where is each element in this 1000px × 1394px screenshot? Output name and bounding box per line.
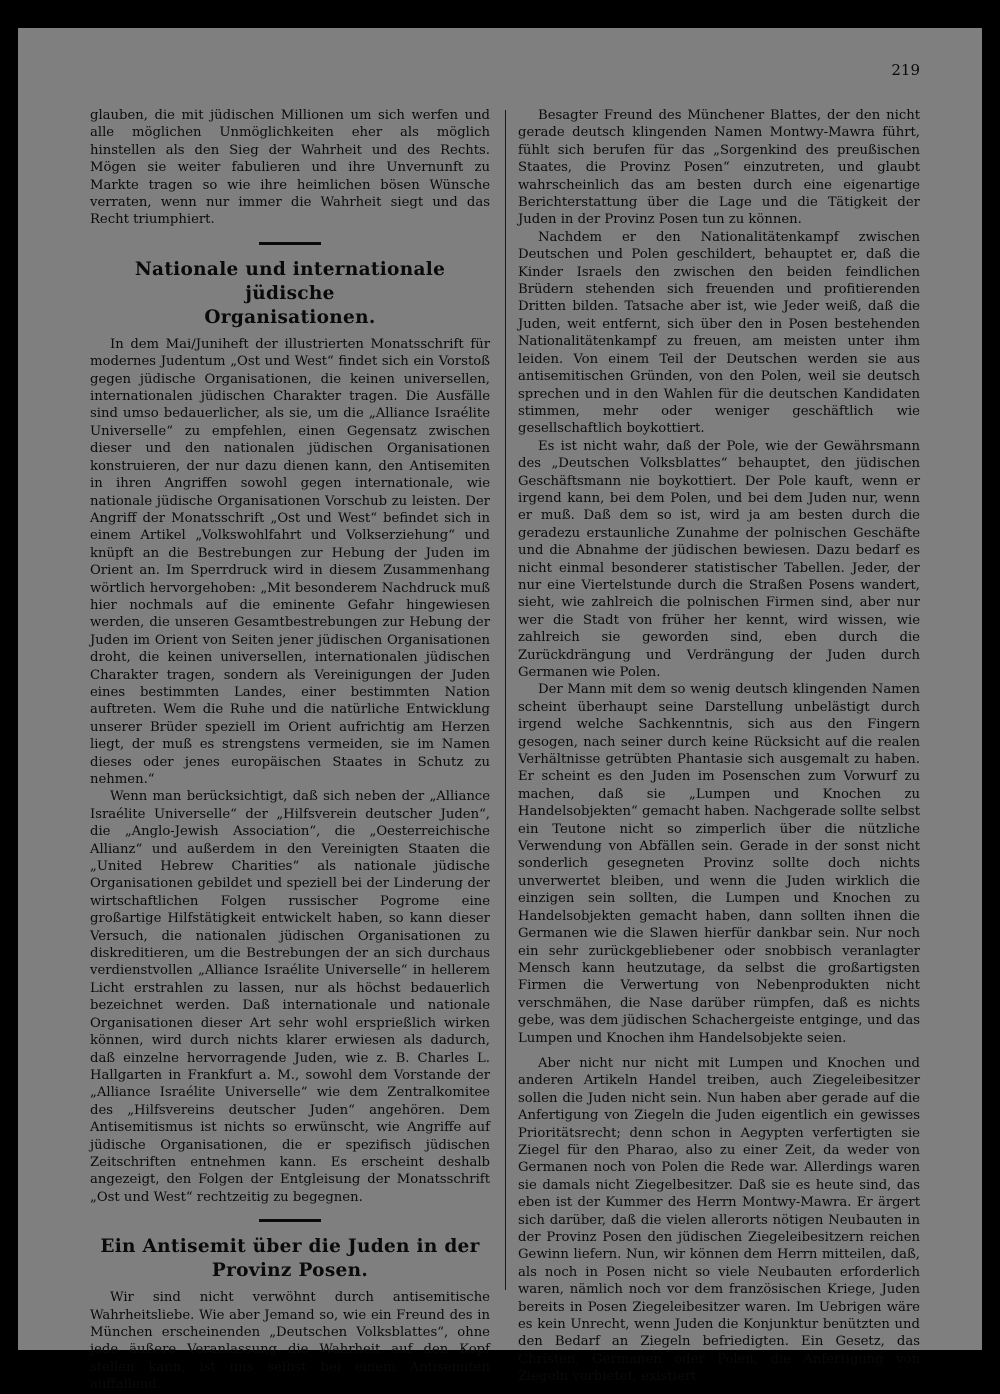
column-divider — [505, 110, 506, 1290]
left-paragraph-1: glauben, die mit jüdischen Millionen um sich werfen und alle möglichen Unmöglichkeiten eher als möglich hinstellen als den Sieg der Wahrheit und des Rechts. Mögen sie weiter fabulieren und ihre Unvernunft zu Markte tragen so wie ihre heimlichen bösen Wünsche verraten, wenn nur immer die Wahrheit siegt und das Recht triumphiert. — [90, 108, 490, 228]
section-divider — [259, 1219, 321, 1222]
right-paragraph-4: Der Mann mit dem so wenig deutsch klingenden Namen scheint überhaupt seine Darstellung unbelästigt durch irgend welche Sachkenntnis, sich aus den Fingern gesogen, nach seiner durch keine Rücksicht auf die realen Verhältnisse getrübten Phantasie sich ausgemalt zu haben. Er scheint es den Juden im Posenschen zum Vorwurf zu machen, daß sie „Lumpen und Knochen zu Handelsobjekten“ gemacht haben. Nachgerade sollte selbst ein Teutone nicht so zimperlich über die nützliche Verwendung von Abfällen sein. Gerade in der sonst nicht sonderlich gesegneten Provinz sollte doch nichts unverwertet bleiben, und wenn die Juden wirklich die einzigen sein sollten, die Lumpen und Knochen zu Handelsobjekten gemacht haben, dann sollten ihnen die Germanen wie die Slawen hierfür dankbar sein. Nur noch ein sehr zurückgebliebener oder snobbisch veranlagter Mensch kann heutzutage, da selbst die großartigsten Firmen die Verwertung von Nebenprodukten nicht verschmähen, die Nase darüber rümpfen, daß es nichts gebe, was dem jüdischen Schachergeiste entginge, und das Lumpen und Knochen ihm Handelsobjekte seien. — [518, 682, 920, 1046]
section-divider — [259, 242, 321, 245]
right-paragraph-1: Besagter Freund des Münchener Blattes, der den nicht gerade deutsch klingenden Namen Montwy-Mawra führt, fühlt sich berufen für das „Sorgenkind des preußischen Staates, die Provinz Posen“ einzutreten, und glaubt wahrscheinlich das am besten durch eine eigenartige Berichterstattung über die Lage und die Tätigkeit der Juden in der Provinz Posen tun zu können. — [518, 108, 920, 228]
heading-line: Ein Antisemit über die Juden in der — [100, 1236, 480, 1258]
right-paragraph-2: Nachdem er den Nationalitätenkampf zwischen Deutschen und Polen geschildert, behauptet er, daß die Kinder Israels den zwischen den beiden feindlichen Brüdern stehenden sich freuenden und profitierenden Dritten bilden. Tatsache aber ist, wie Jeder weiß, daß die Juden, weit entfernt, sich über den in Posen bestehenden Nationalitätenkampf zu freuen, am meisten unter ihm leiden. Von einem Teil der Deutschen werden sie aus antisemitischen Gründen, von den Polen, weil sie deutsch sprechen und in den Wahlen für die deutschen Kandidaten stimmen, mehr oder weniger geschäftlich wie gesellschaftlich boykottiert. — [518, 229, 920, 437]
left-paragraph-2: In dem Mai/Juniheft der illustrierten Monatsschrift für modernes Judentum „Ost und West“ findet sich ein Vorstoß gegen jüdische Organisationen, die keinen universellen, internationalen jüdischen Charakter tragen. Die Ausfälle sind umso bedauerlicher, als sie, um die „Alliance Israélite Universelle“ zu empfehlen, einen Gegensatz zwischen dieser und den nationalen jüdischen Organisationen konstruieren, der nur dazu dienen kann, den Antisemiten in ihren Angriffen sowohl gegen internationale, wie nationale jüdische Organisationen Vorschub zu leisten. Der Angriff der Monatsschrift „Ost und West“ befindet sich in einem Artikel „Volkswohlfahrt und Volkserziehung“ und knüpft an die Bestrebungen zur Hebung der Juden im Orient an. Im Sperrdruck wird in diesem Zusammenhang wörtlich hervorgehoben: „Mit besonderem Nachdruck muß hier nochmals auf die eminente Gefahr hingewiesen werden, die unseren Gesamtbestrebungen zur Hebung der Juden im Orient von Seiten jener jüdischen Organisationen droht, die keinen universellen, internationalen jüdischen Charakter tragen, sondern als Vereinigungen der Juden eines bestimmten Landes, einer bestimmten Nation auftreten. Wem die Ruhe und die natürliche Entwicklung unserer Brüder speziell im Orient aufrichtig am Herzen liegt, der muß es strengstens vermeiden, sie im Namen dieses oder jenes europäischen Staates in Schutz zu nehmen.“ — [90, 336, 490, 787]
heading-line: Organisationen. — [204, 306, 376, 328]
heading-line: Nationale und internationale jüdische — [134, 258, 446, 304]
article-heading-posen — [90, 1235, 490, 1283]
heading-line: Provinz Posen. — [211, 1260, 369, 1282]
newspaper-page — [18, 28, 982, 1393]
left-paragraph-3: Wenn man berücksichtigt, daß sich neben der „Alliance Israélite Universelle“ der „Hilfsverein deutscher Juden“, die „Anglo-Jewish Association“, die „Oesterreichische Allianz“ und außerdem in den Vereinigten Staaten die „United Hebrew Charities“ als nationale jüdische Organisationen gebildet und speziell bei der Linderung der wirtschaftlichen Folgen russischer Pogrome eine großartige Hilfstätigkeit entwickelt haben, so kann dieser Versuch, die nationalen jüdischen Organisationen zu diskreditieren, um die Bestrebungen der an sich durchaus verdienstvollen „Alliance Israélite Universelle“ in hellerem Licht erstrahlen zu lassen, nur als höchst bedauerlich bezeichnet werden. Daß internationale und nationale Organisationen dieser Art sehr wohl ersprießlich wirken können, wird durch nichts klarer erwiesen als dadurch, daß einzelne hervorragende Juden, wie z. B. Charles L. Hallgarten in Frankfurt a. M., sowohl dem Vorstande der „Alliance Israélite Universelle“ wie dem Zentralkomitee des „Hilfsvereins deutscher Juden“ angehören. Dem Antisemitismus ist nichts so erwünscht, wie Angriffe auf jüdische Organisationen, die er spezifisch jüdischen Zeitschriften entnehmen kann. Es erscheint deshalb angezeigt, den Folgen der Entgleisung der Monatsschrift „Ost und West“ rechtzeitig zu begegnen. — [90, 789, 490, 1205]
right-column — [518, 107, 920, 1386]
page-number: 219 — [891, 61, 920, 79]
right-paragraph-3: Es ist nicht wahr, daß der Pole, wie der Gewährsmann des „Deutschen Volksblattes“ behauptet, den jüdischen Geschäftsmann nie boykottiert. Der Pole kauft, wenn er irgend kann, bei dem Polen, und bei dem Juden nur, wenn er muß. Daß dem so ist, wird ja am besten durch die geradezu erstaunliche Zunahme der polnischen Geschäfte und die Abnahme der jüdischen bewiesen. Dazu bedarf es nicht einmal besonderer statistischer Tabellen. Jeder, der nur eine Viertelstunde durch die Straßen Posens wandert, sieht, wie zahlreich die polnischen Firmen sind, aber nur wer die Stadt von früher her kennt, wird wissen, wie zahlreich sie geworden sind, eben durch die Zurückdrängung und Verdrängung der Juden durch Germanen wie Polen. — [518, 438, 920, 680]
right-paragraph-5: Aber nicht nur nicht mit Lumpen und Knochen und anderen Artikeln Handel treiben, auch Ziegeleibesitzer sollen die Juden nicht sein. Nun haben aber gerade auf die Anfertigung von Ziegeln die Juden eigentlich ein gewisses Prioritätsrecht; denn schon in Aegypten verfertigten sie Ziegel für den Pharao, also zu einer Zeit, da weder von Germanen noch von Polen die Rede war. Allerdings waren sie damals nicht Ziegelbesitzer. Daß sie es heute sind, das eben ist der Kummer des Herrn Montwy-Mawra. Er ärgert sich darüber, daß die vielen allerorts nötigen Neubauten in der Provinz Posen den jüdischen Ziegeleibesitzern reichen Gewinn liefern. Nun, wir können dem Herrn mitteilen, daß, als noch in Posen nicht so viele Neubauten erforderlich waren, nämlich noch vor dem französischen Kriege, Juden bereits in Posen Ziegeleibesitzer waren. Im Uebrigen wäre es kein Unrecht, wenn Juden die Konjunktur benützten und den Bedarf an Ziegeln befriedigten. Ein Gesetz, das Christen, Germanen oder Polen, die Anfertigung von Ziegeln verbietet, existiert — [518, 1055, 920, 1385]
paragraph-gap — [518, 1047, 920, 1055]
left-column — [90, 107, 490, 1394]
article-heading-organisations — [90, 258, 490, 330]
left-paragraph-4: Wir sind nicht verwöhnt durch antisemitische Wahrheitsliebe. Wie aber Jemand so, wie ein Freund des in München erscheinenden „Deutschen Volksblattes“, ohne jede äußere Veranlassung die Wahrheit auf den Kopf stellen kann, ist uns selbst bei einem Antisemiten auffallend. — [90, 1290, 490, 1393]
